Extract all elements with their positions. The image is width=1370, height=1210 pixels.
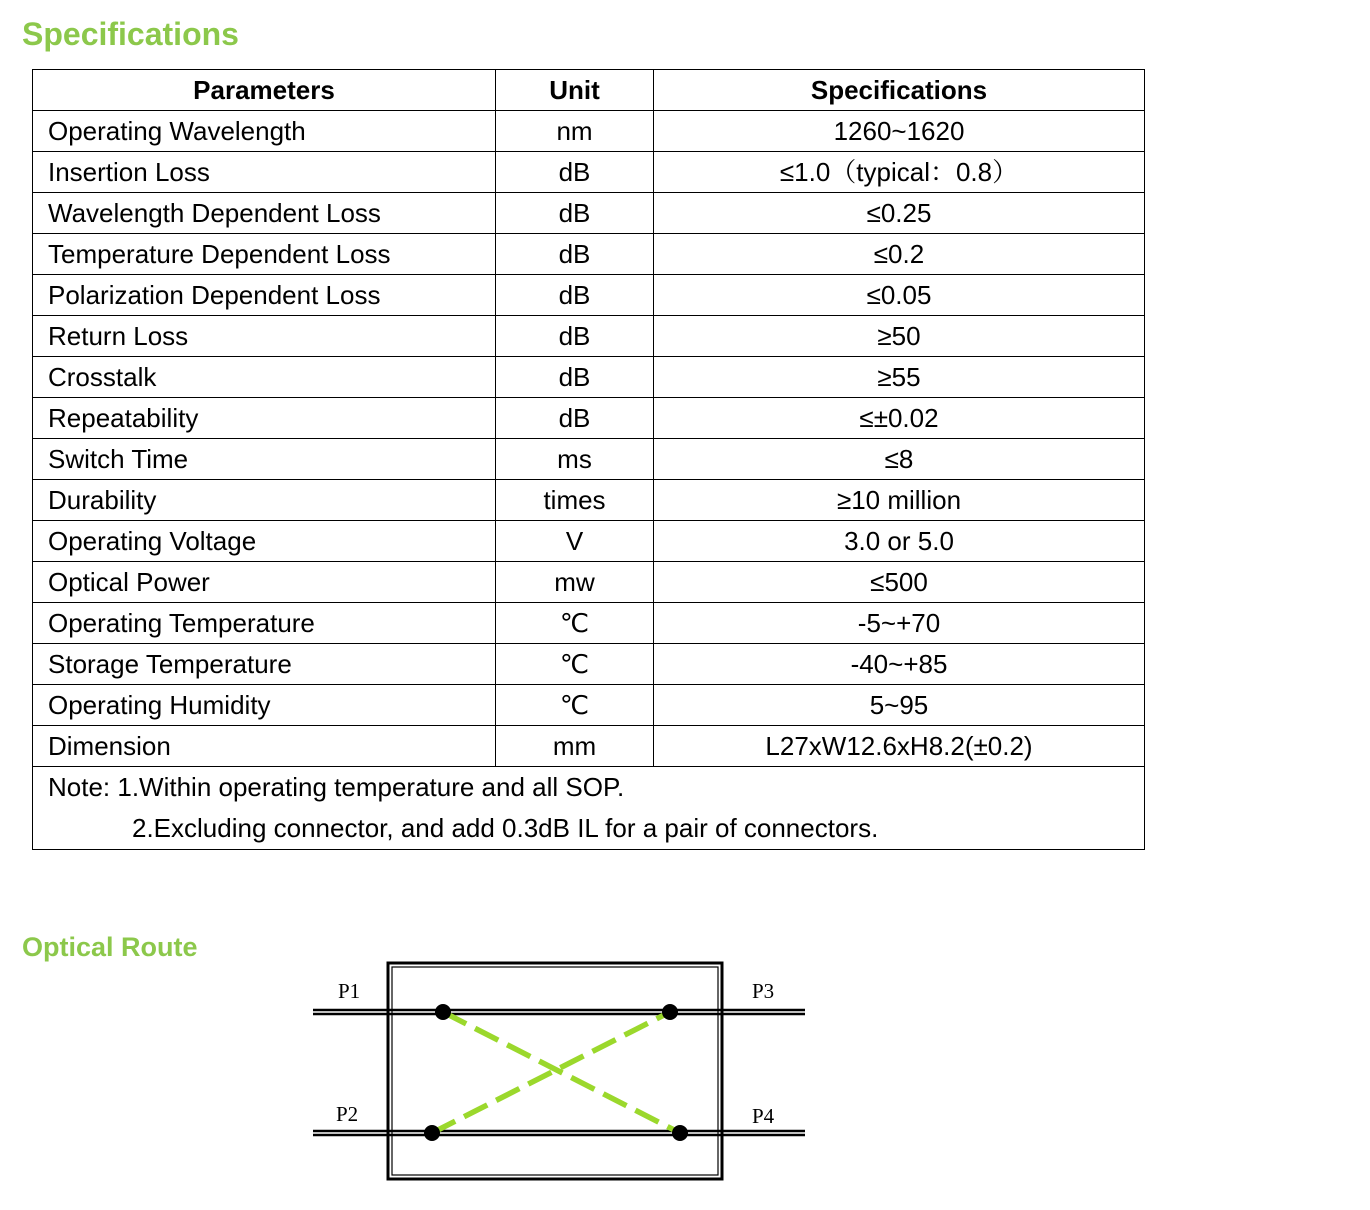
param-cell: Switch Time <box>33 439 496 480</box>
param-cell: Storage Temperature <box>33 644 496 685</box>
unit-cell: dB <box>496 316 654 357</box>
table-row <box>33 439 1145 480</box>
param-cell: Dimension <box>33 726 496 767</box>
value-cell: ≤500 <box>654 562 1145 603</box>
param-cell: Wavelength Dependent Loss <box>33 193 496 234</box>
specifications-section-title: Specifications <box>22 16 239 52</box>
unit-cell: dB <box>496 152 654 193</box>
optical-route-diagram <box>300 955 820 1190</box>
value-cell: ≥55 <box>654 357 1145 398</box>
unit-cell: dB <box>496 234 654 275</box>
unit-cell: mw <box>496 562 654 603</box>
node-p4 <box>672 1125 688 1141</box>
table-row <box>33 234 1145 275</box>
node-p2 <box>424 1125 440 1141</box>
value-cell: L27xW12.6xH8.2(±0.2) <box>654 726 1145 767</box>
table-row <box>33 685 1145 726</box>
value-cell: ≤8 <box>654 439 1145 480</box>
table-row <box>33 316 1145 357</box>
note-line-2: 2.Excluding connector, and add 0.3dB IL for a pair of connectors. <box>132 813 879 843</box>
table-header-row <box>33 70 1145 111</box>
value-cell: ≤0.05 <box>654 275 1145 316</box>
unit-cell: dB <box>496 398 654 439</box>
unit-cell: mm <box>496 726 654 767</box>
optical-route-section-title: Optical Route <box>22 932 198 962</box>
param-cell: Optical Power <box>33 562 496 603</box>
route-p2-p3 <box>432 1012 670 1133</box>
table-row <box>33 111 1145 152</box>
param-cell: Crosstalk <box>33 357 496 398</box>
unit-cell: dB <box>496 275 654 316</box>
value-cell: ≥50 <box>654 316 1145 357</box>
port-label-p3: P3 <box>752 979 775 1003</box>
port-label-p2: P2 <box>336 1102 359 1126</box>
table-row <box>33 152 1145 193</box>
value-cell: ≤0.2 <box>654 234 1145 275</box>
table-row <box>33 193 1145 234</box>
table-row <box>33 480 1145 521</box>
param-cell: Polarization Dependent Loss <box>33 275 496 316</box>
param-cell: Operating Voltage <box>33 521 496 562</box>
table-row <box>33 726 1145 767</box>
table-row <box>33 398 1145 439</box>
param-cell: Temperature Dependent Loss <box>33 234 496 275</box>
value-cell: -5~+70 <box>654 603 1145 644</box>
route-p1-p4 <box>443 1012 680 1133</box>
unit-cell: nm <box>496 111 654 152</box>
unit-cell: ms <box>496 439 654 480</box>
table-note-row <box>33 767 1145 850</box>
unit-cell: ℃ <box>496 603 654 644</box>
table-row <box>33 275 1145 316</box>
port-label-p4: P4 <box>752 1104 775 1128</box>
table-row <box>33 562 1145 603</box>
node-p3 <box>662 1004 678 1020</box>
param-cell: Return Loss <box>33 316 496 357</box>
param-cell: Insertion Loss <box>33 152 496 193</box>
value-cell: 3.0 or 5.0 <box>654 521 1145 562</box>
unit-cell: ℃ <box>496 685 654 726</box>
unit-cell: V <box>496 521 654 562</box>
node-p1 <box>435 1004 451 1020</box>
table-row <box>33 603 1145 644</box>
column-header-unit: Unit <box>496 70 654 111</box>
unit-cell: times <box>496 480 654 521</box>
value-cell: -40~+85 <box>654 644 1145 685</box>
table-row <box>33 357 1145 398</box>
unit-cell: dB <box>496 193 654 234</box>
param-cell: Operating Temperature <box>33 603 496 644</box>
param-cell: Operating Wavelength <box>33 111 496 152</box>
value-cell: ≥10 million <box>654 480 1145 521</box>
value-cell: ≤0.25 <box>654 193 1145 234</box>
param-cell: Repeatability <box>33 398 496 439</box>
port-label-p1: P1 <box>338 979 361 1003</box>
column-header-specifications: Specifications <box>654 70 1145 111</box>
table-row <box>33 644 1145 685</box>
unit-cell: ℃ <box>496 644 654 685</box>
note-line-1: Note: 1.Within operating temperature and all SOP. <box>48 772 625 802</box>
table-row <box>33 521 1145 562</box>
table-note <box>33 767 1145 850</box>
param-cell: Durability <box>33 480 496 521</box>
param-cell: Operating Humidity <box>33 685 496 726</box>
unit-cell: dB <box>496 357 654 398</box>
column-header-parameters: Parameters <box>33 70 496 111</box>
specifications-table <box>32 69 1145 850</box>
value-cell: ≤1.0（typical：0.8） <box>654 152 1145 193</box>
value-cell: 5~95 <box>654 685 1145 726</box>
value-cell: 1260~1620 <box>654 111 1145 152</box>
value-cell: ≤±0.02 <box>654 398 1145 439</box>
